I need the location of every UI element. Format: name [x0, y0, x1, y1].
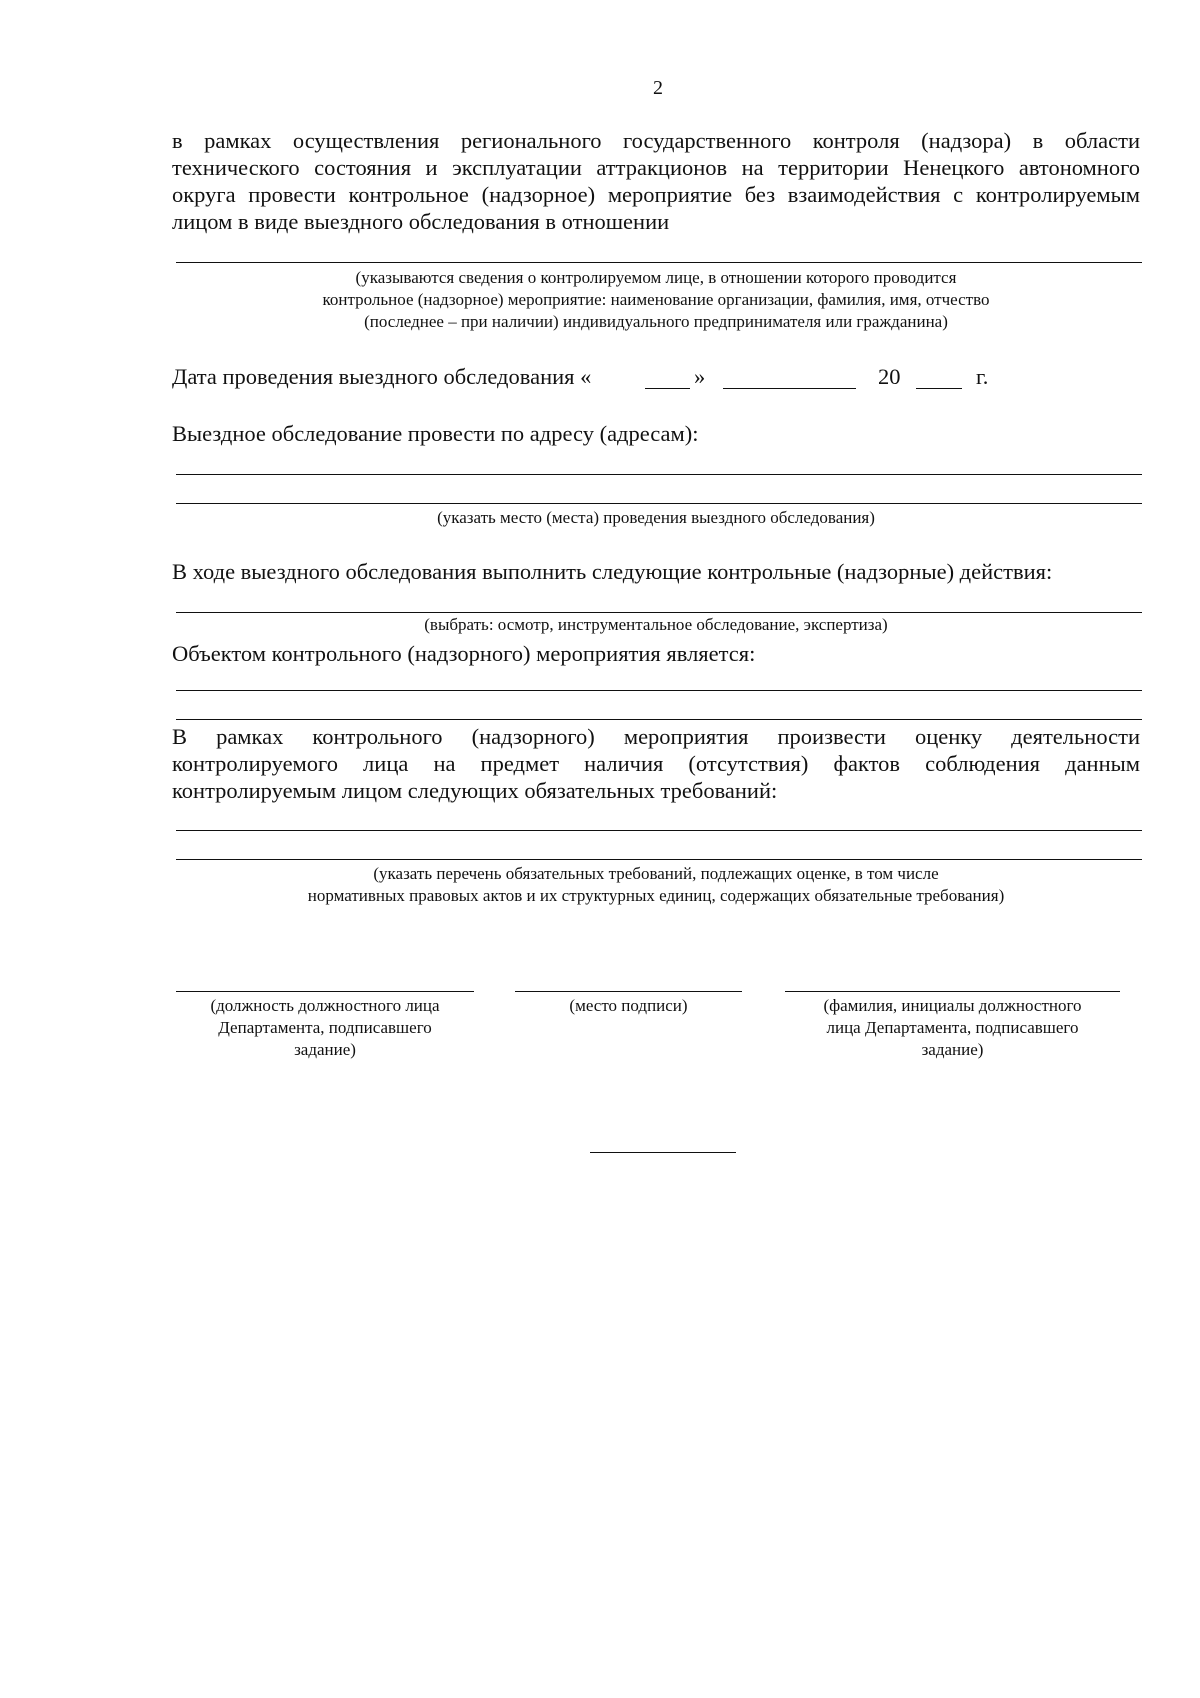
closing-separator — [590, 1152, 736, 1153]
object-line[interactable] — [176, 719, 1142, 720]
date-year-prefix: 20 — [878, 364, 901, 389]
address-caption: (указать место (места) проведения выездного обследования) — [437, 508, 875, 527]
date-year-blank[interactable] — [916, 388, 962, 389]
requirements-line-blank[interactable] — [176, 859, 1142, 860]
actions-line[interactable] — [176, 612, 1142, 613]
page-number: 2 — [653, 77, 663, 99]
object-label: Объектом контрольного (надзорного) мероприятия является: — [172, 641, 756, 666]
intro-line: в рамках осуществления регионального государственного контроля (надзора) в области — [172, 128, 1140, 153]
signature-place-caption: (место подписи) — [569, 996, 688, 1015]
requirements-line: В рамках контрольного (надзорного) мероприятия произвести оценку деятельности — [172, 724, 1140, 749]
signature-position-line[interactable] — [176, 991, 474, 992]
date-month-blank[interactable] — [723, 388, 856, 389]
intro-line: технического состояния и эксплуатации аттракционов на территории Ненецкого автономного — [172, 155, 1140, 180]
intro-line: округа провести контрольное (надзорное) мероприятие без взаимодействия с контролируемым — [172, 182, 1140, 207]
signature-position-caption: (должность должностного лица Департамента, подписавшего задание) — [210, 996, 440, 1059]
address-label: Выездное обследование провести по адресу (адресам): — [172, 421, 699, 446]
date-day-blank[interactable] — [645, 388, 690, 389]
intro-line-last: лицом в виде выездного обследования в отношении — [172, 209, 670, 234]
address-line[interactable] — [176, 503, 1142, 504]
requirements-line: контролируемого лица на предмет наличия (отсутствия) фактов соблюдения данным — [172, 751, 1140, 776]
controlled-person-caption: (указываются сведения о контролируемом лице, в отношении которого проводится контрольное (надзорное) мероприятие: наименование организации, фамилия, имя, отчество (последнее – при наличии) индивидуального предпринимателя или гражданина) — [322, 268, 990, 331]
signature-name-caption: (фамилия, инициалы должностного лица Департамента, подписавшего задание) — [823, 996, 1082, 1059]
address-line[interactable] — [176, 474, 1142, 475]
date-label: Дата проведения выездного обследования « — [172, 364, 592, 389]
requirements-line-blank[interactable] — [176, 830, 1142, 831]
controlled-person-line[interactable] — [176, 262, 1142, 263]
object-line[interactable] — [176, 690, 1142, 691]
actions-label: В ходе выездного обследования выполнить следующие контрольные (надзорные) действия: — [172, 559, 1053, 584]
signature-name-line[interactable] — [785, 991, 1120, 992]
actions-caption: (выбрать: осмотр, инструментальное обследование, экспертиза) — [424, 615, 888, 634]
date-year-suffix: г. — [976, 364, 989, 389]
intro-paragraph — [172, 127, 1140, 208]
requirements-paragraph — [172, 723, 1140, 777]
signature-place-line[interactable] — [515, 991, 742, 992]
requirements-caption: (указать перечень обязательных требований, подлежащих оценке, в том числе нормативных правовых актов и их структурных единиц, содержащих обязательные требования) — [307, 864, 1005, 905]
requirements-line-last: контролируемым лицом следующих обязательных требований: — [172, 778, 778, 803]
date-close-quote: » — [694, 364, 706, 389]
